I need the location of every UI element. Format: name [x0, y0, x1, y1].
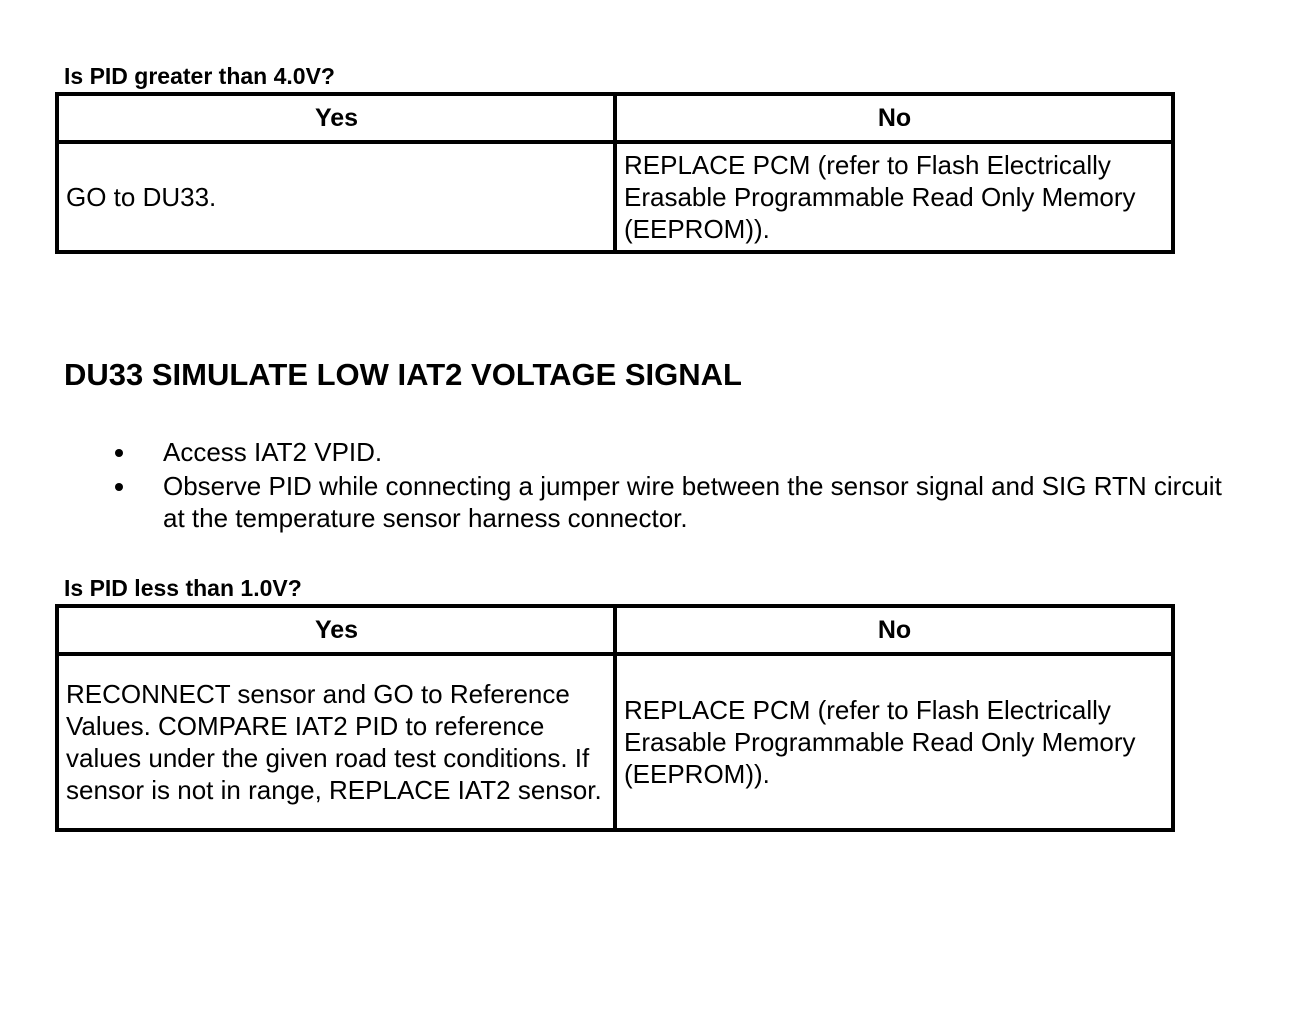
decision-table-2: [55, 604, 1175, 832]
no-action-cell: REPLACE PCM (refer to Flash Electrically Erasable Programmable Read Only Memory (EEPROM)).: [615, 654, 1173, 830]
decision-table-1: [55, 92, 1175, 254]
no-action-cell: REPLACE PCM (refer to Flash Electrically Erasable Programmable Read Only Memory (EEPROM)).: [615, 142, 1173, 252]
table-row: [57, 654, 1173, 830]
bullet-icon: [115, 483, 123, 491]
question-pid-greater: Is PID greater than 4.0V?: [64, 63, 335, 89]
section-heading: DU33 SIMULATE LOW IAT2 VOLTAGE SIGNAL: [64, 357, 742, 392]
table-header-row: [57, 94, 1173, 142]
yes-action-cell: GO to DU33.: [57, 142, 615, 252]
no-column-header: No: [615, 94, 1173, 142]
question-pid-less: Is PID less than 1.0V?: [64, 575, 302, 601]
table-row: [57, 142, 1173, 252]
step-text: Access IAT2 VPID.: [163, 437, 383, 467]
step-text: Observe PID while connecting a jumper wire between the sensor signal and SIG RTN circuit at the temperature sensor harness connector.: [163, 471, 1222, 533]
list-item: [110, 470, 1240, 534]
yes-action-cell: RECONNECT sensor and GO to Reference Values. COMPARE IAT2 PID to reference values under the given road test conditions. If sensor is not in range, REPLACE IAT2 sensor.: [57, 654, 615, 830]
list-item: [110, 436, 1240, 468]
yes-column-header: Yes: [57, 606, 615, 654]
step-list: [110, 436, 1240, 536]
no-column-header: No: [615, 606, 1173, 654]
bullet-icon: [115, 449, 123, 457]
yes-column-header: Yes: [57, 94, 615, 142]
table-header-row: [57, 606, 1173, 654]
